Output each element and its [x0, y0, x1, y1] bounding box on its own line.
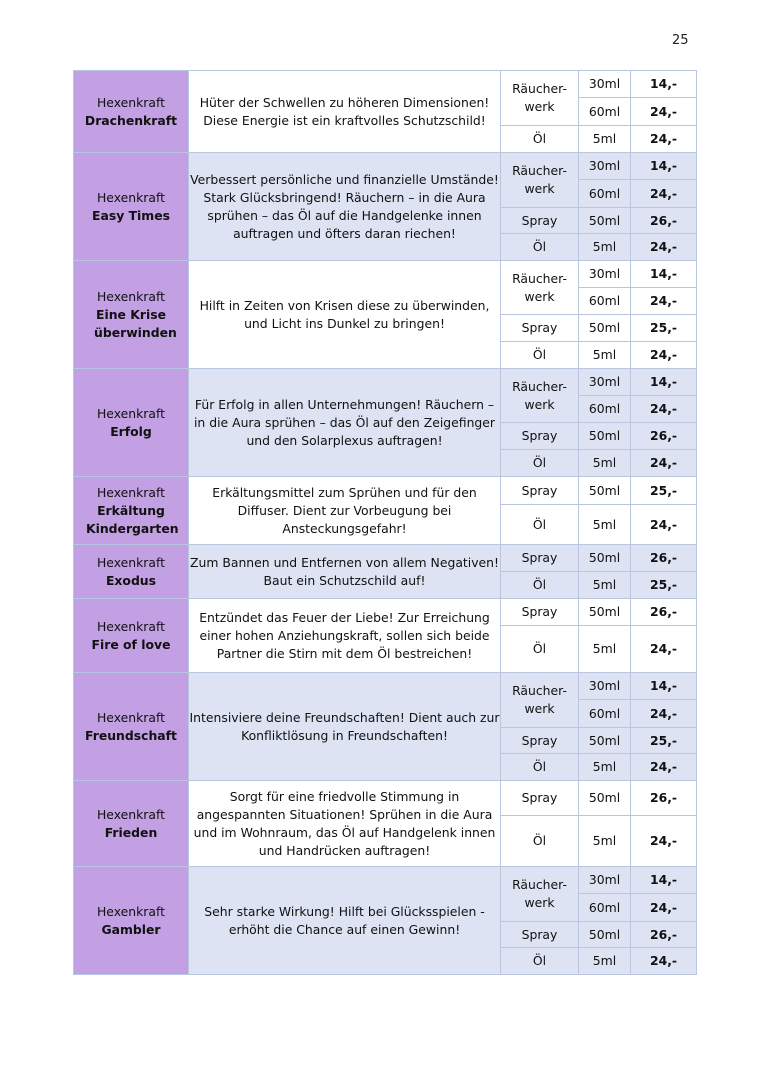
product-size: 30ml [579, 673, 631, 700]
product-category: Hexenkraft [96, 189, 165, 205]
product-row [74, 781, 697, 816]
product-category: Hexenkraft [96, 288, 165, 304]
product-type: Räucher-werk [501, 153, 579, 208]
product-category: Hexenkraft [96, 903, 165, 919]
product-type: Spray [501, 423, 579, 450]
product-row [74, 261, 697, 288]
product-size: 60ml [579, 700, 631, 728]
product-price: 25,- [631, 572, 697, 599]
product-category: Hexenkraft [96, 806, 165, 822]
product-price: 24,- [631, 754, 697, 781]
product-price: 26,- [631, 208, 697, 234]
product-size: 60ml [579, 98, 631, 126]
product-price: 26,- [631, 922, 697, 948]
product-description: Hüter der Schwellen zu höheren Dimensionen! Diese Energie ist ein kraftvolles Schutzschild! [189, 71, 501, 153]
product-row [74, 867, 697, 894]
product-name: Drachenkraft [84, 112, 178, 128]
product-type: Räucher-werk [501, 261, 579, 315]
product-size: 50ml [579, 545, 631, 572]
product-category: Hexenkraft [96, 709, 165, 725]
product-size: 5ml [579, 626, 631, 673]
product-price: 14,- [631, 261, 697, 288]
product-type: Öl [501, 342, 579, 369]
product-row [74, 71, 697, 98]
product-description: Intensiviere deine Freundschaften! Dient auch zur Konfliktlösung in Freundschaften! [189, 673, 501, 781]
product-name: Easy Times [92, 207, 170, 223]
product-price: 14,- [631, 369, 697, 396]
product-type: Öl [501, 816, 579, 867]
product-description: Zum Bannen und Entfernen von allem Negativen! Baut ein Schutzschild auf! [189, 545, 501, 599]
product-price: 24,- [631, 626, 697, 673]
product-type: Öl [501, 948, 579, 975]
product-price: 24,- [631, 396, 697, 423]
product-price: 24,- [631, 505, 697, 545]
product-size: 50ml [579, 781, 631, 816]
product-name: Erkältung Kindergarten [86, 502, 179, 536]
product-type: Spray [501, 545, 579, 572]
product-size: 5ml [579, 505, 631, 545]
product-category: Hexenkraft [96, 618, 165, 634]
page-number: 25 [672, 33, 689, 48]
product-price: 26,- [631, 599, 697, 626]
product-size: 5ml [579, 342, 631, 369]
product-price: 14,- [631, 867, 697, 894]
product-description: Erkältungsmittel zum Sprühen und für den Diffuser. Dient zur Vorbeugung bei Ansteckungsgefahr! [189, 477, 501, 545]
product-size: 60ml [579, 894, 631, 922]
product-size: 60ml [579, 396, 631, 423]
product-size: 5ml [579, 754, 631, 781]
product-name-cell [74, 599, 189, 673]
product-name: Eine Krise überwinden [94, 306, 177, 340]
product-size: 50ml [579, 599, 631, 626]
product-size: 5ml [579, 450, 631, 477]
product-size: 30ml [579, 261, 631, 288]
product-type: Öl [501, 572, 579, 599]
product-type: Öl [501, 754, 579, 781]
product-size: 50ml [579, 477, 631, 505]
product-description: Sehr starke Wirkung! Hilft bei Glücksspielen - erhöht die Chance auf einen Gewinn! [189, 867, 501, 975]
product-price: 24,- [631, 126, 697, 153]
product-price: 26,- [631, 423, 697, 450]
product-price: 24,- [631, 288, 697, 315]
product-type: Spray [501, 208, 579, 234]
product-name-cell [74, 867, 189, 975]
product-name-cell [74, 71, 189, 153]
product-category: Hexenkraft [96, 94, 165, 110]
product-size: 5ml [579, 816, 631, 867]
product-size: 50ml [579, 728, 631, 754]
product-type: Räucher-werk [501, 867, 579, 922]
product-price: 24,- [631, 450, 697, 477]
product-type: Räucher-werk [501, 673, 579, 728]
product-name: Exodus [105, 572, 157, 588]
product-type: Öl [501, 234, 579, 261]
product-name: Fire of love [91, 636, 171, 652]
product-type: Spray [501, 599, 579, 626]
product-size: 5ml [579, 234, 631, 261]
product-row [74, 477, 697, 505]
product-price: 14,- [631, 673, 697, 700]
product-name-cell [74, 261, 189, 369]
product-price: 26,- [631, 545, 697, 572]
product-row [74, 673, 697, 700]
product-type: Öl [501, 505, 579, 545]
product-type: Räucher-werk [501, 71, 579, 126]
product-type: Spray [501, 477, 579, 505]
product-type: Öl [501, 450, 579, 477]
product-type: Spray [501, 728, 579, 754]
product-name: Erfolg [110, 423, 152, 439]
product-category: Hexenkraft [96, 484, 165, 500]
product-category: Hexenkraft [96, 554, 165, 570]
product-name-cell [74, 673, 189, 781]
product-price: 26,- [631, 781, 697, 816]
product-price: 25,- [631, 477, 697, 505]
product-price: 25,- [631, 315, 697, 342]
product-description: Entzündet das Feuer der Liebe! Zur Erreichung einer hohen Anziehungskraft, sollen sich beide Partner die Stirn mit dem Öl bestreichen! [189, 599, 501, 673]
product-price-table [73, 70, 697, 975]
product-price: 24,- [631, 894, 697, 922]
product-description: Hilft in Zeiten von Krisen diese zu überwinden, und Licht ins Dunkel zu bringen! [189, 261, 501, 369]
product-size: 5ml [579, 948, 631, 975]
product-type: Öl [501, 626, 579, 673]
product-category: Hexenkraft [96, 405, 165, 421]
product-size: 50ml [579, 922, 631, 948]
product-price: 25,- [631, 728, 697, 754]
product-type: Spray [501, 315, 579, 342]
product-size: 5ml [579, 572, 631, 599]
product-size: 5ml [579, 126, 631, 153]
product-price: 14,- [631, 153, 697, 180]
product-name-cell [74, 781, 189, 867]
product-name: Freundschaft [85, 727, 177, 743]
product-type: Spray [501, 781, 579, 816]
product-price: 24,- [631, 180, 697, 208]
product-row [74, 545, 697, 572]
product-row [74, 369, 697, 396]
product-name: Gambler [101, 921, 161, 937]
product-type: Räucher-werk [501, 369, 579, 423]
product-size: 60ml [579, 180, 631, 208]
product-description: Für Erfolg in allen Unternehmungen! Räuchern – in die Aura sprühen – das Öl auf den Zeigefinger und den Solarplexus auftragen! [189, 369, 501, 477]
product-description: Sorgt für eine friedvolle Stimmung in angespannten Situationen! Sprühen in die Aura und im Wohnraum, das Öl auf Handgelenk innen und Handrücken auftragen! [189, 781, 501, 867]
product-table-body [74, 71, 697, 975]
product-name-cell [74, 545, 189, 599]
product-name-cell [74, 153, 189, 261]
product-row [74, 599, 697, 626]
product-type: Spray [501, 922, 579, 948]
product-price: 24,- [631, 816, 697, 867]
product-name-cell [74, 369, 189, 477]
product-price: 24,- [631, 948, 697, 975]
product-size: 30ml [579, 153, 631, 180]
product-size: 30ml [579, 71, 631, 98]
product-name: Frieden [104, 824, 158, 840]
product-price: 24,- [631, 700, 697, 728]
product-row [74, 153, 697, 180]
product-price: 24,- [631, 98, 697, 126]
product-size: 50ml [579, 423, 631, 450]
product-name-cell [74, 477, 189, 545]
product-size: 30ml [579, 867, 631, 894]
product-size: 50ml [579, 315, 631, 342]
product-size: 60ml [579, 288, 631, 315]
product-price: 24,- [631, 234, 697, 261]
product-size: 50ml [579, 208, 631, 234]
product-description: Verbessert persönliche und finanzielle Umstände! Stark Glücksbringend! Räuchern – in die Aura sprühen – das Öl auf die Handgelenke innen auftragen und öfters daran riechen! [189, 153, 501, 261]
product-size: 30ml [579, 369, 631, 396]
product-type: Öl [501, 126, 579, 153]
product-price: 14,- [631, 71, 697, 98]
product-price: 24,- [631, 342, 697, 369]
